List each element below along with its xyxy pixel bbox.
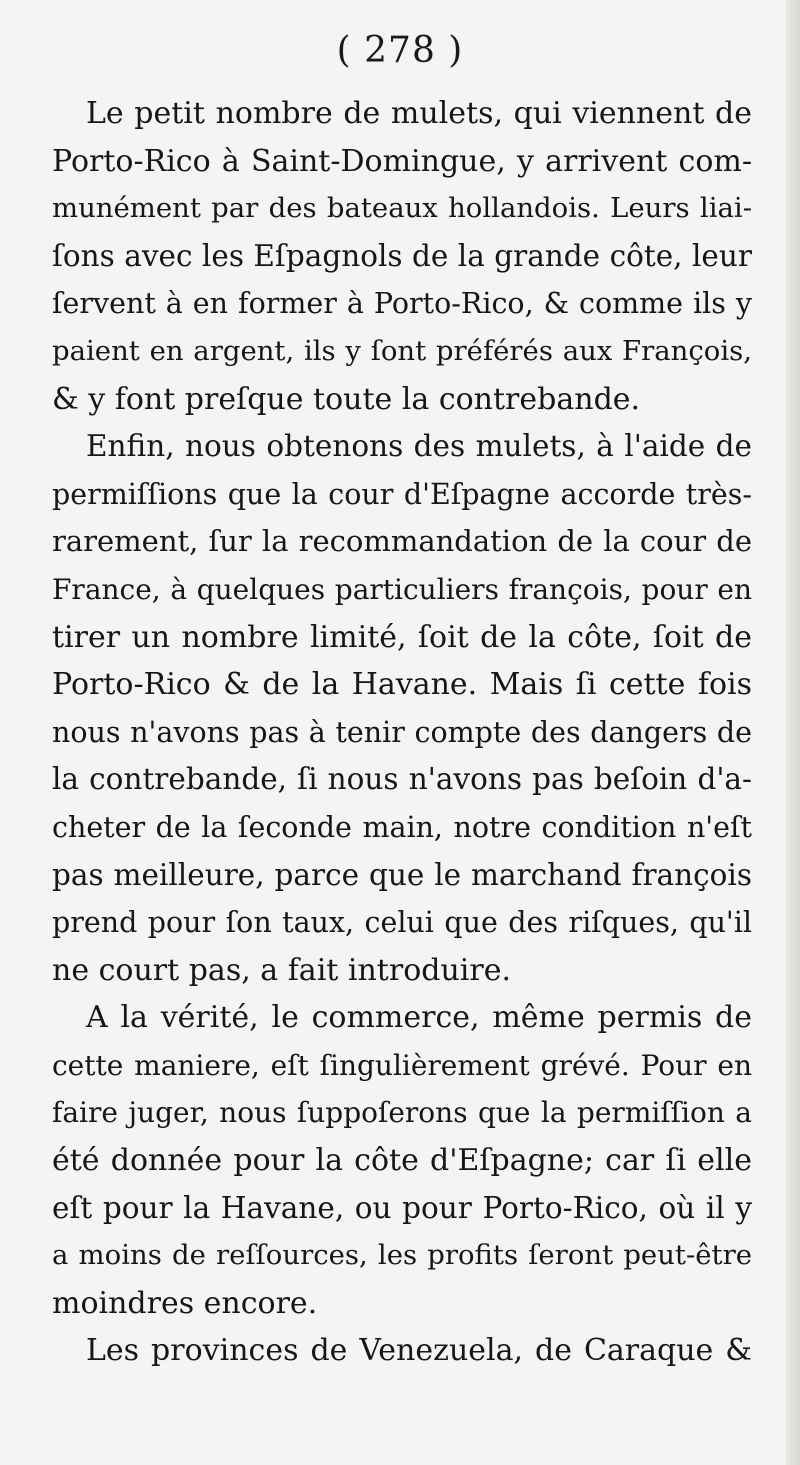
page-edge [786, 0, 800, 1465]
body-text [52, 90, 752, 1375]
text-line: eſt pour la Havane, ou pour Porto-Rico, où il y [52, 1190, 752, 1225]
text-line: Porto-Rico & de la Havane. Mais ſi cette fois [52, 667, 752, 703]
text-line: la contrebande, ſi nous n'avons pas beſoin d'a- [52, 762, 752, 797]
text-line: ſons avec les Eſpagnols de la grande côte, leur [52, 238, 752, 273]
text-line: rarement, ſur la recommandation de la cour de [52, 524, 752, 559]
text-line: ſervent à en former à Porto-Rico, & comme ils y [52, 287, 752, 321]
text-line: paient en argent, ils y ſont préférés aux François, [52, 334, 752, 367]
text-line: cheter de la ſeconde main, notre condition n'eſt [52, 810, 752, 844]
text-line: pas meilleure, parce que le marchand françois [52, 857, 752, 892]
text-line: France, à quelques particuliers françois, pour en [52, 572, 752, 606]
text-line: A la vérité, le commerce, même permis de [86, 1000, 752, 1036]
text-line: cette maniere, eſt ſingulièrement grévé. Pour en [52, 1048, 752, 1082]
text-line: Porto-Rico à Saint-Domingue, y arrivent com- [52, 143, 752, 179]
page-number: ( 278 ) [336, 30, 464, 71]
text-line: Le petit nombre de mulets, qui viennent de [86, 96, 752, 131]
text-line: Les provinces de Venezuela, de Caraque & [86, 1333, 752, 1369]
text-line: ne court pas, a fait introduire. [52, 952, 512, 988]
text-line: faire juger, nous ſuppoſerons que la permiſſion a [52, 1096, 752, 1130]
text-line: a moins de reſſources, les profits ſeront peut-être [52, 1239, 752, 1272]
text-line: & y font preſque toute la contrebande. [52, 381, 641, 417]
text-line: munément par des bateaux hollandois. Leurs liai- [52, 192, 752, 225]
text-line: nous n'avons pas à tenir compte des dangers de [52, 715, 752, 749]
text-line: été donnée pour la côte d'Eſpagne; car ſi elle [52, 1143, 752, 1179]
text-line: permiſſions que la cour d'Eſpagne accorde très- [52, 477, 752, 511]
text-line: prend pour ſon taux, celui que des riſques, qu'il [52, 906, 752, 940]
text-line: tirer un nombre limité, ſoit de la côte, ſoit de [52, 619, 752, 655]
text-line: moindres encore. [52, 1285, 318, 1321]
text-line: Enfin, nous obtenons des mulets, à l'aide de [86, 429, 752, 464]
